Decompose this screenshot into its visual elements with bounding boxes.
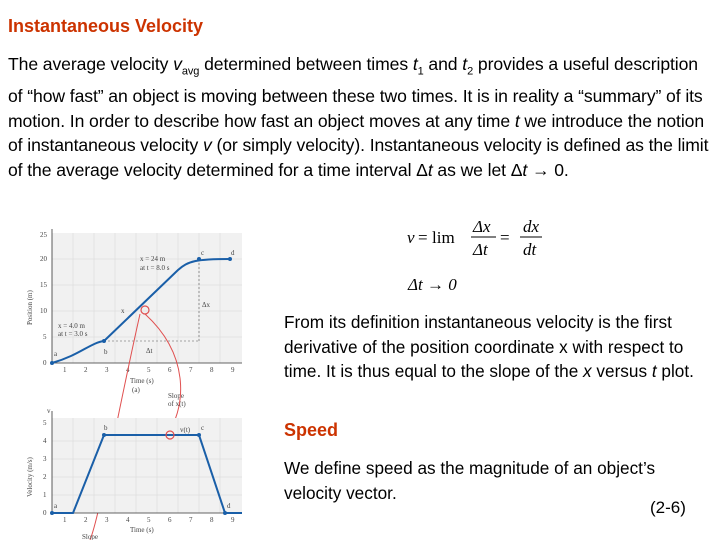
svg-text:3: 3 xyxy=(43,455,47,463)
svg-text:1: 1 xyxy=(43,491,47,499)
svg-text:v: v xyxy=(407,228,415,247)
svg-text:c: c xyxy=(201,249,205,257)
svg-text:a: a xyxy=(54,350,58,358)
top-plot-background xyxy=(52,233,242,363)
svg-text:=: = xyxy=(418,228,428,247)
svg-text:at t = 8.0 s: at t = 8.0 s xyxy=(140,264,170,272)
svg-text:v: v xyxy=(47,407,51,415)
derivative-note: From its definition instantaneous velocity is the first derivative of the position coordinate x with respect to time. It is thus equal to the slope of the x versus t plot. xyxy=(284,312,694,381)
svg-text:9: 9 xyxy=(231,516,235,524)
svg-text:8: 8 xyxy=(210,366,214,374)
slide-title: Instantaneous Velocity xyxy=(8,16,204,36)
svg-text:2: 2 xyxy=(84,366,88,374)
svg-text:1: 1 xyxy=(63,516,67,524)
svg-text:6: 6 xyxy=(168,516,172,524)
svg-text:of x(t): of x(t) xyxy=(168,400,186,408)
svg-text:0: 0 xyxy=(43,359,47,367)
svg-text:dx: dx xyxy=(523,217,540,236)
svg-text:6: 6 xyxy=(168,366,172,374)
svg-text:d: d xyxy=(227,502,231,510)
svg-text:4: 4 xyxy=(43,437,47,445)
svg-text:Time (s): Time (s) xyxy=(130,377,154,385)
svg-text:b: b xyxy=(104,348,108,356)
svg-text:4: 4 xyxy=(126,516,130,524)
svg-text:0: 0 xyxy=(43,509,47,517)
svg-text:Slope: Slope xyxy=(82,533,98,540)
svg-text:=: = xyxy=(500,228,510,247)
svg-text:b: b xyxy=(104,424,108,432)
svg-text:Δx: Δx xyxy=(202,301,211,309)
svg-text:8: 8 xyxy=(210,516,214,524)
svg-text:25: 25 xyxy=(40,231,47,239)
svg-text:a: a xyxy=(54,502,58,510)
svg-text:x = 4.0 m: x = 4.0 m xyxy=(58,322,85,330)
svg-text:Δt: Δt xyxy=(473,240,488,259)
svg-text:Position (m): Position (m) xyxy=(26,290,34,325)
svg-text:5: 5 xyxy=(147,366,151,374)
svg-text:Time (s): Time (s) xyxy=(130,526,154,534)
svg-text:20: 20 xyxy=(40,255,47,263)
bottom-plot-background xyxy=(52,418,242,513)
svg-text:9: 9 xyxy=(231,366,235,374)
svg-text:dt: dt xyxy=(523,240,537,259)
svg-text:Slope: Slope xyxy=(168,392,184,400)
svg-text:Δt: Δt xyxy=(146,347,153,355)
svg-text:x = 24 m: x = 24 m xyxy=(140,255,166,263)
svg-text:3: 3 xyxy=(105,366,109,374)
svg-text:5: 5 xyxy=(147,516,151,524)
svg-text:10: 10 xyxy=(40,307,47,315)
intro-paragraph: The average velocity $v_{avg}$ determined between times $t_1$ and $t_2$ provides a useful description of “how fast” an object is moving between these two times. It is in reality a “summary” of its motion. In order to describe how fast an object moves at any time t we introduce the notion of instantaneous velocity v (or simply velocity). Instantaneous velocity is defined as the limit of the average velocity determined for a time interval Δt as we let Δt → 0. xyxy=(8,54,709,180)
speed-heading: Speed xyxy=(284,420,339,440)
svg-text:Velocity (m/s): Velocity (m/s) xyxy=(26,457,34,497)
svg-text:4: 4 xyxy=(126,366,130,374)
svg-text:Δt → 0: Δt → 0 xyxy=(408,275,457,294)
svg-text:7: 7 xyxy=(189,366,193,374)
svg-text:7: 7 xyxy=(189,516,193,524)
motion-graphs-figure xyxy=(20,225,270,540)
svg-text:2: 2 xyxy=(43,473,47,481)
svg-text:lim: lim xyxy=(432,228,455,247)
svg-text:5: 5 xyxy=(43,333,47,341)
svg-text:1: 1 xyxy=(63,366,67,374)
svg-text:c: c xyxy=(201,424,205,432)
svg-text:15: 15 xyxy=(40,281,47,289)
svg-text:Δx: Δx xyxy=(473,217,491,236)
speed-definition: We define speed as the magnitude of an object’s velocity vector. xyxy=(284,458,656,503)
page-number: (2-6) xyxy=(650,498,686,517)
svg-text:3: 3 xyxy=(105,516,109,524)
velocity-formula xyxy=(405,212,555,298)
svg-text:2: 2 xyxy=(84,516,88,524)
svg-text:at t = 3.0 s: at t = 3.0 s xyxy=(58,330,88,338)
svg-text:v(t): v(t) xyxy=(180,426,191,434)
svg-text:5: 5 xyxy=(43,419,47,427)
svg-text:x: x xyxy=(121,307,125,315)
svg-text:(a): (a) xyxy=(132,386,140,394)
svg-text:d: d xyxy=(231,249,235,257)
